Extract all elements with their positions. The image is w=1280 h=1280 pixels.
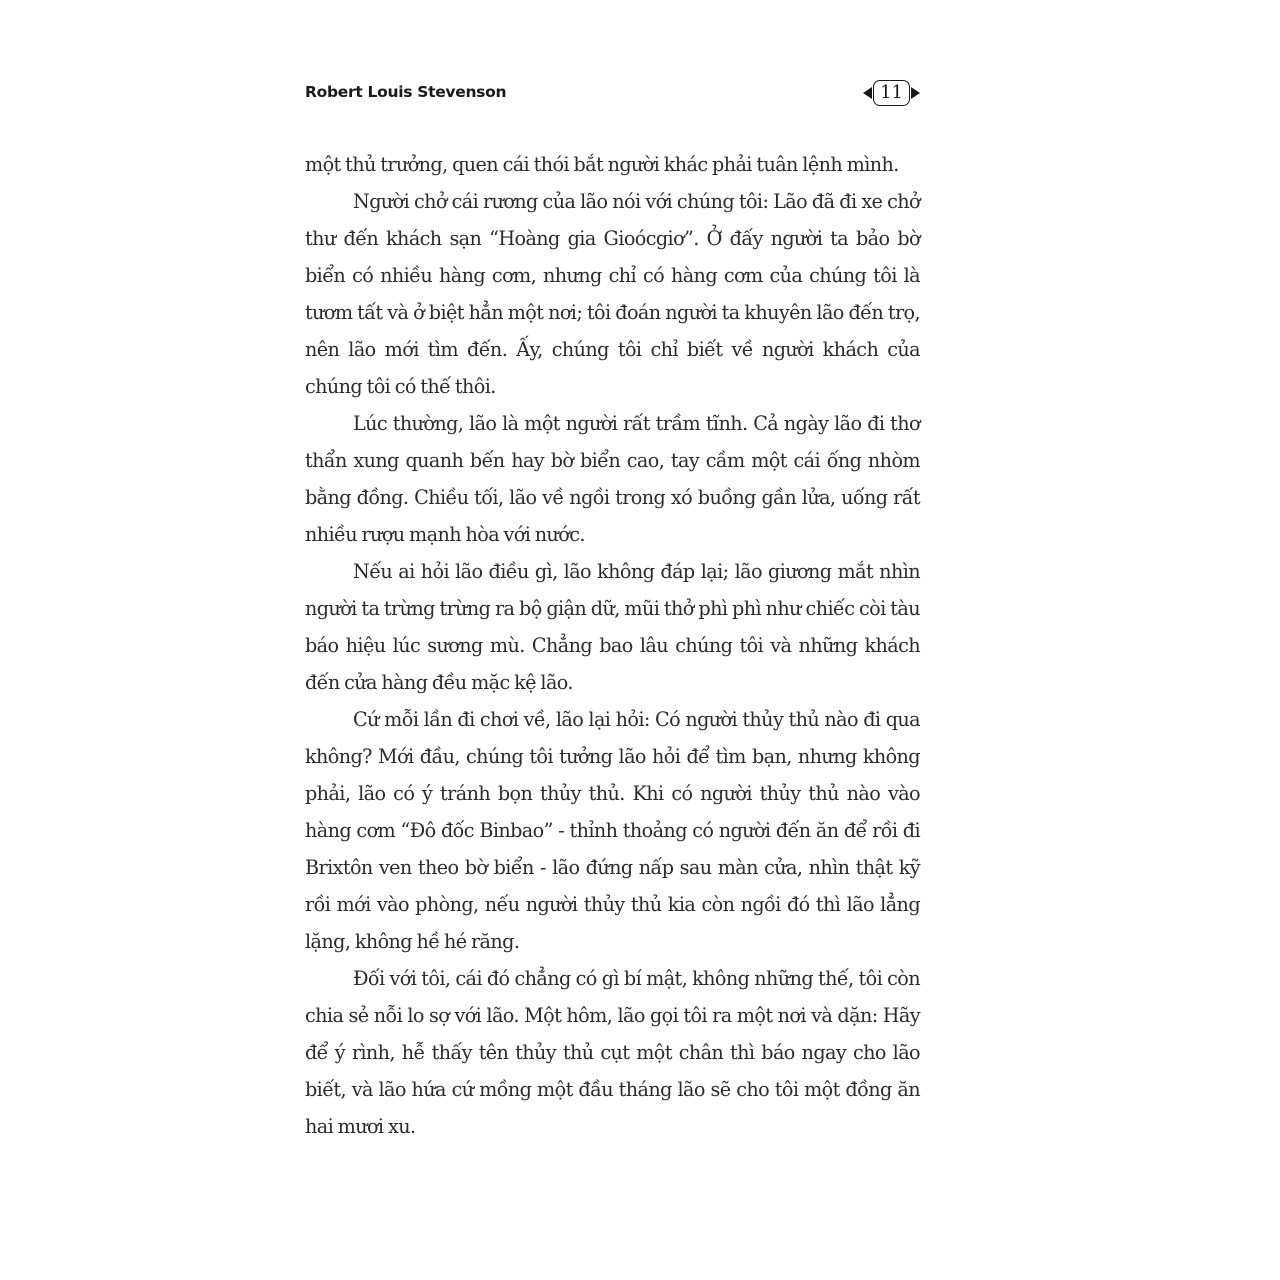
running-header xyxy=(305,78,920,108)
page-number: 11 xyxy=(873,80,910,106)
left-triangle-icon xyxy=(863,87,872,99)
body-text xyxy=(305,146,920,1145)
paragraph: Người chở cái rương của lão nói với chúng tôi: Lão đã đi xe chở thư đến khách sạn “Hoàng gia Gioócgiơ”. Ở đấy người ta bảo bờ biển có nhiều hàng cơm, nhưng chỉ có hàng cơm của chúng tôi là tươm tất và ở biệt hẳn một nơi; tôi đoán người ta khuyên lão đến trọ, nên lão mới tìm đến. Ấy, chúng tôi chỉ biết về người khách của chúng tôi có thế thôi. xyxy=(305,190,920,398)
paragraph: một thủ trưởng, quen cái thói bắt người khác phải tuân lệnh mình. xyxy=(305,153,899,176)
paragraph: Đối với tôi, cái đó chẳng có gì bí mật, không những thế, tôi còn chia sẻ nỗi lo sợ với lão. Một hôm, lão gọi tôi ra một nơi và dặn: Hãy để ý rình, hễ thấy tên thủy thủ cụt một chân thì báo ngay cho lão biết, và lão hứa cứ mồng một đầu tháng lão sẽ cho tôi một đồng ăn hai mươi xu. xyxy=(305,967,920,1138)
author-name: Robert Louis Stevenson xyxy=(305,83,507,101)
paragraph: Cứ mỗi lần đi chơi về, lão lại hỏi: Có người thủy thủ nào đi qua không? Mới đầu, chúng tôi tưởng lão hỏi để tìm bạn, nhưng không phải, lão có ý tránh bọn thủy thủ. Khi có người thủy thủ nào vào hàng cơm “Đô đốc Binbao” - thỉnh thoảng có người đến ăn để rồi đi Brixtôn ven theo bờ biển - lão đứng nấp sau màn cửa, nhìn thật kỹ rồi mới vào phòng, nếu người thủy thủ kia còn ngồi đó thì lão lẳng lặng, không hề hé răng. xyxy=(305,708,920,953)
paragraph: Lúc thường, lão là một người rất trầm tĩnh. Cả ngày lão đi thơ thẩn xung quanh bến hay bờ biển cao, tay cầm một cái ống nhòm bằng đồng. Chiều tối, lão về ngồi trong xó buồng gần lửa, uống rất nhiều rượu mạnh hòa với nước. xyxy=(305,412,920,546)
page-number-badge xyxy=(863,78,920,108)
right-triangle-icon xyxy=(911,87,920,99)
paragraph: Nếu ai hỏi lão điều gì, lão không đáp lại; lão giương mắt nhìn người ta trừng trừng ra bộ giận dữ, mũi thở phì phì như chiếc còi tàu báo hiệu lúc sương mù. Chẳng bao lâu chúng tôi và những khách đến cửa hàng đều mặc kệ lão. xyxy=(305,560,920,694)
